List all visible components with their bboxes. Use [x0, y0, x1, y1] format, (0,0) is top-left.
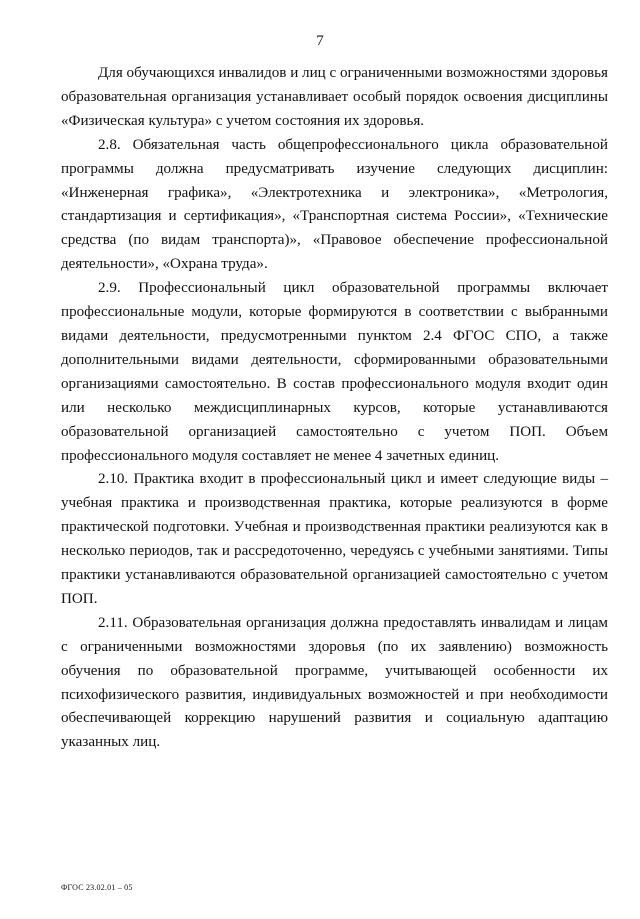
paragraph-2-10: 2.10. Практика входит в профессиональный цикл и имеет следующие виды – учебная практика и производственная практика, которые реализуются в форме практической подготовки. Учебная и производственная практики реализуются как в несколько периодов, так и рассредоточенно, чередуясь с учебными занятиями. Типы практики устанавливаются образовательной организацией самостоятельно с учетом ПОП. — [61, 471, 608, 607]
paragraph-2-8: 2.8. Обязательная часть общепрофессионального цикла образовательной программы должна предусматривать изучение следующих дисциплин: «Инженерная графика», «Электротехника и электроника», «Метрология, стандартизация и сертификация», «Транспортная система России», «Технические средства (по видам транспорта)», «Правовое обеспечение профессиональной деятельности», «Охрана труда». — [61, 136, 608, 273]
page-number: 7 — [316, 33, 324, 49]
paragraph-2-9: 2.9. Профессиональный цикл образовательной программы включает профессиональные модули, которые формируются в соответствии с выбранными видами деятельности, предусмотренными пунктом 2.4 ФГОС СПО, а также дополнительными видами деятельности, сформированными образовательными организациями самостоятельно. В состав профессионального модуля входит один или несколько междисциплинарных курсов, которые устанавливаются образовательной организацией самостоятельно с учетом ПОП. Объем профессионального модуля составляет не менее 4 зачетных единиц. — [61, 280, 608, 464]
paragraph-disabled-students-pe: Для обучающихся инвалидов и лиц с ограниченными возможностями здоровья образовательная организация устанавливает особый порядок освоения дисциплины «Физическая культура» с учетом состояния их здоровья. — [61, 65, 608, 129]
document-body — [61, 62, 608, 755]
footer-document-code: ФГОС 23.02.01 – 05 — [61, 883, 133, 892]
paragraph-2-11: 2.11. Образовательная организация должна предоставлять инвалидам и лицам с ограниченными возможностями здоровья (по их заявлению) возможность обучения по образовательной программе, учитывающей особенности их психофизического развития, индивидуальных возможностей и при необходимости обеспечивающей коррекцию нарушений развития и социальную адаптацию указанных лиц. — [61, 614, 608, 751]
